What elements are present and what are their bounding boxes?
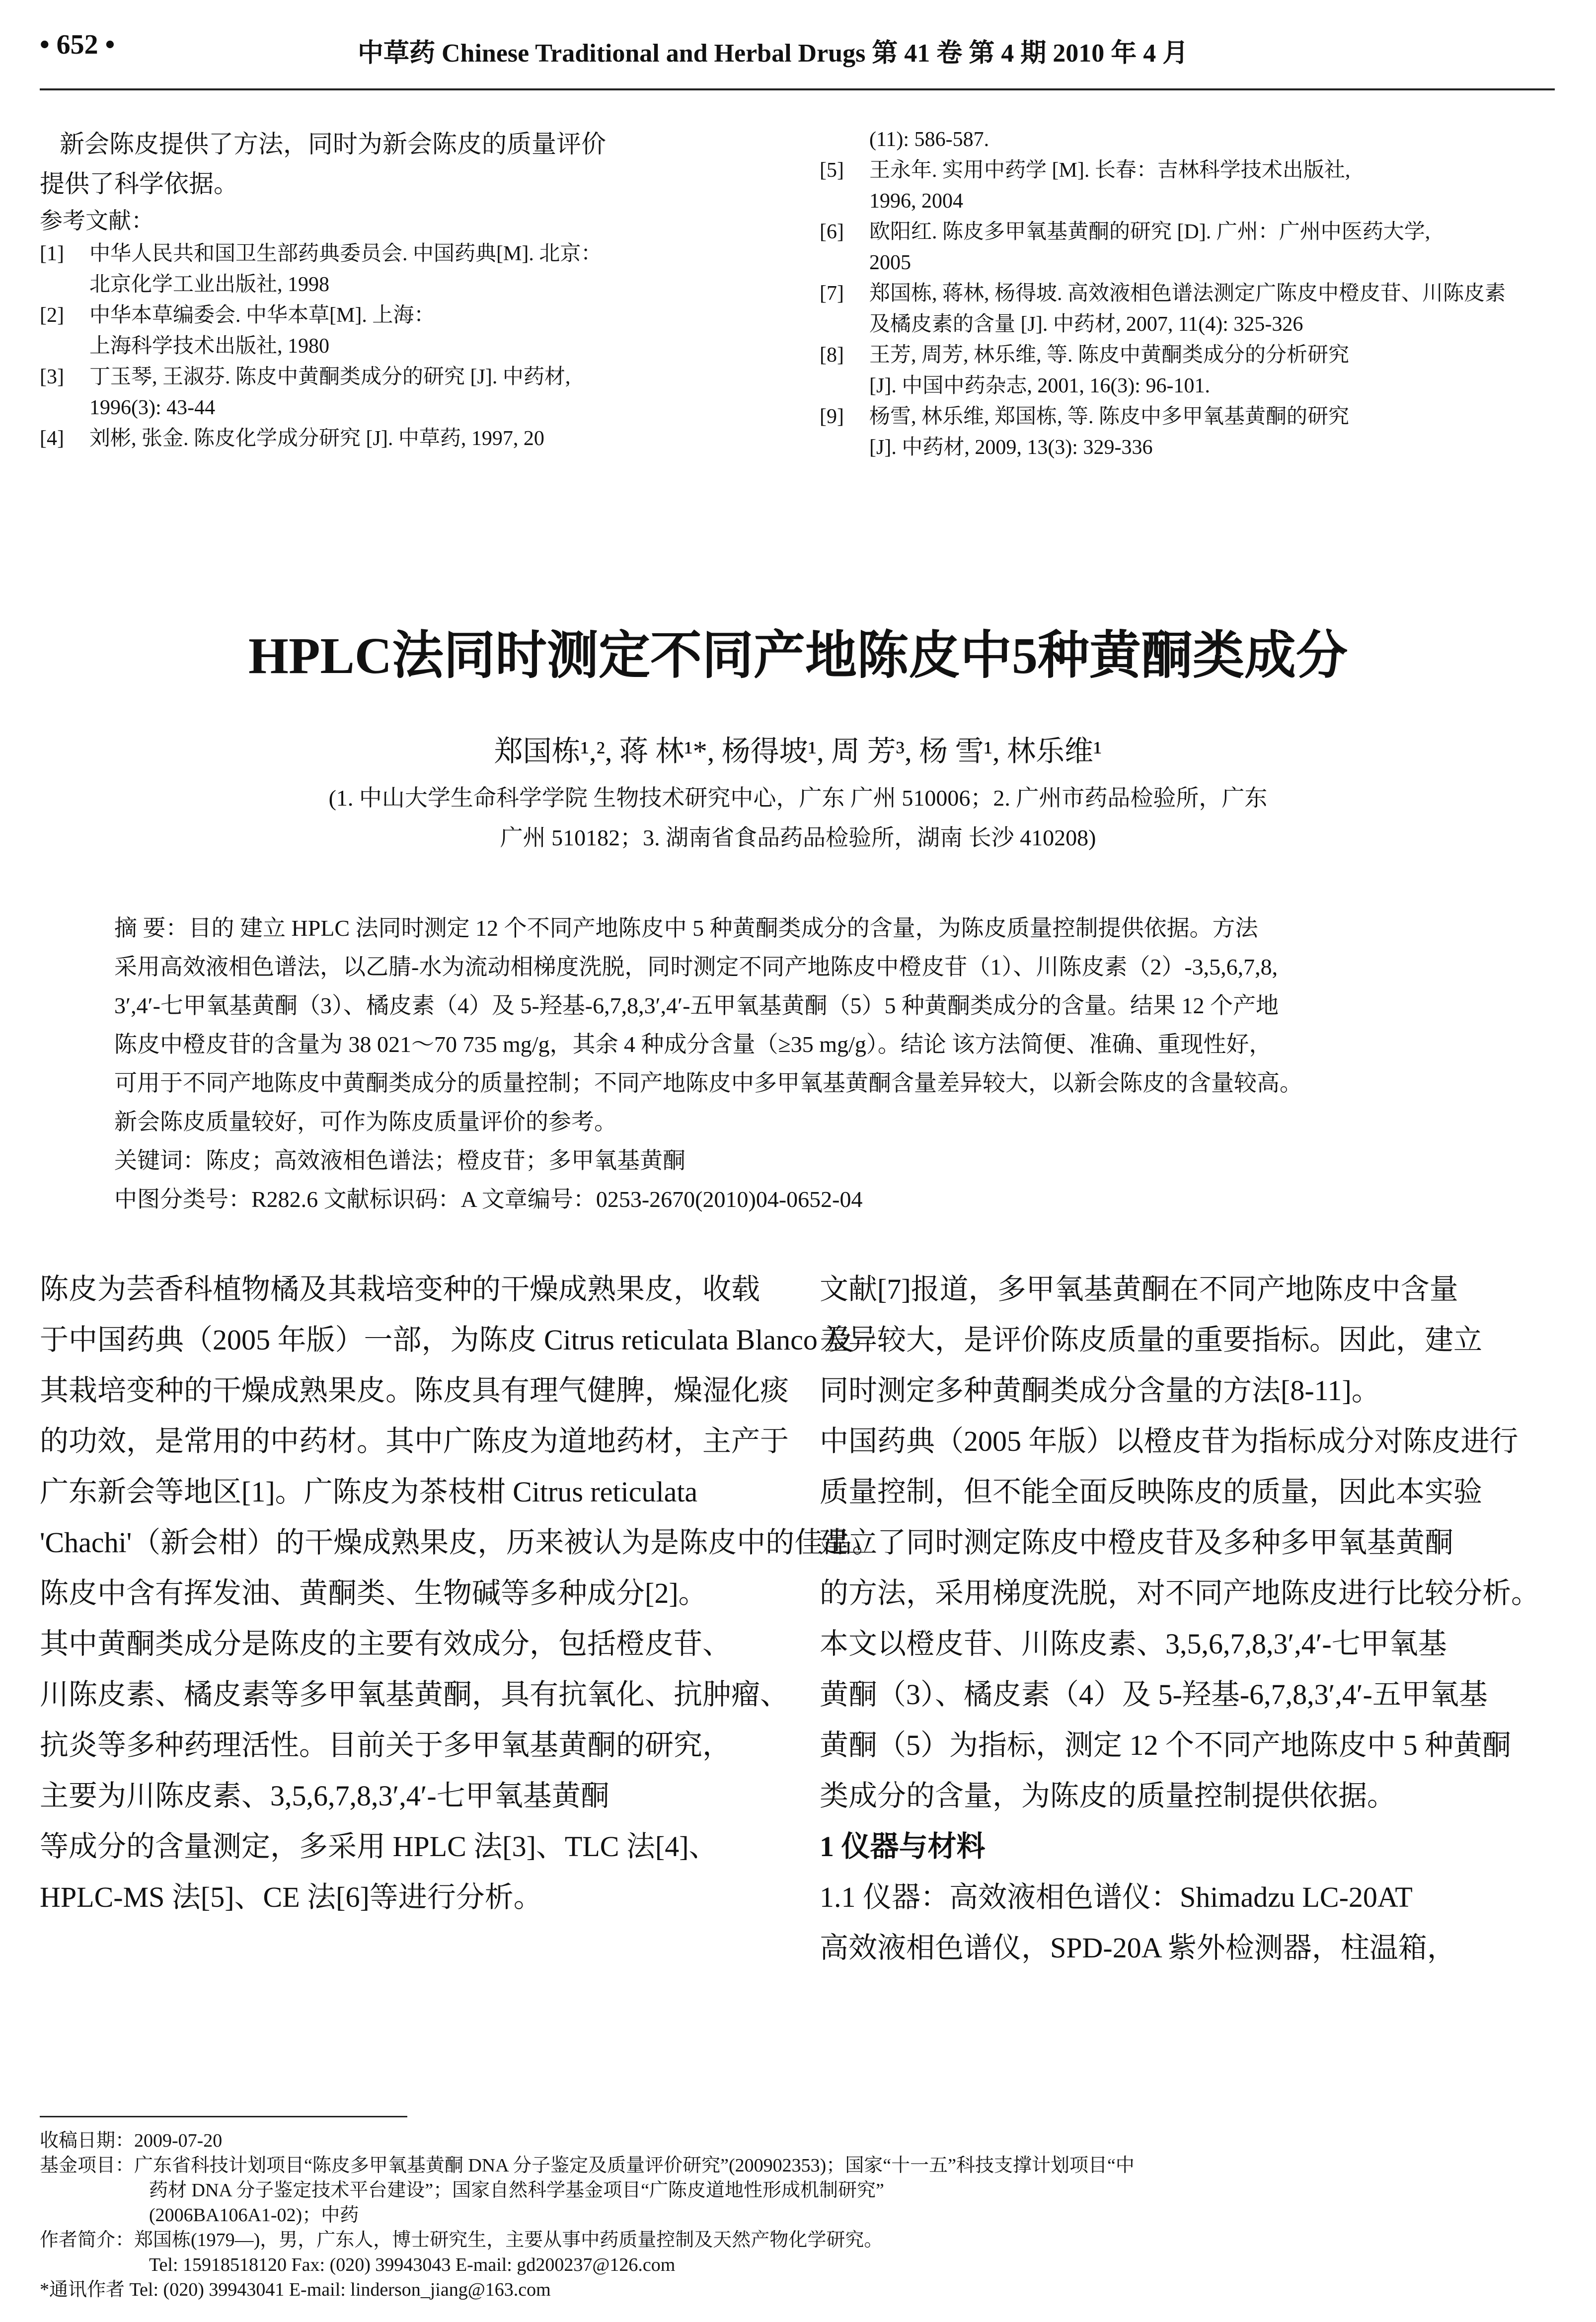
reference-number: [2] <box>40 304 64 327</box>
body-line: 质量控制，但不能全面反映陈皮的质量，因此本实验 <box>820 1476 1483 1508</box>
abstract-line: 新会陈皮质量较好，可作为陈皮质量评价的参考。 <box>114 1109 617 1134</box>
section-heading: 1 仪器与材料 <box>820 1830 986 1863</box>
body-line: 等成分的含量测定，多采用 HPLC 法[3]、TLC 法[4]、 <box>40 1830 718 1863</box>
body-line: 本文以橙皮苷、川陈皮素、3,5,6,7,8,3′,4′-七甲氧基 <box>820 1628 1447 1660</box>
reference-text: 郑国栋, 蒋林, 杨得坡. 高效液相色谱法测定广陈皮中橙皮苷、川陈皮素 <box>869 282 1506 305</box>
abstract-line: 陈皮中橙皮苷的含量为 38 021～70 735 mg/g，其余 4 种成分含量（≥35 mg/g）。结论 该方法简便、准确、重现性好， <box>114 1032 1272 1057</box>
body-line: 主要为川陈皮素、3,5,6,7,8,3′,4′-七甲氧基黄酮 <box>40 1780 609 1812</box>
running-header <box>40 29 1555 69</box>
body-line: 建立了同时测定陈皮中橙皮苷及多种多甲氧基黄酮 <box>820 1526 1454 1559</box>
reference-text: 北京化学工业出版社, 1998 <box>89 273 330 296</box>
reference-item <box>820 155 1555 186</box>
abstract-line: 摘 要：目的 建立 HPLC 法同时测定 12 个不同产地陈皮中 5 种黄酮类成分的含量，为陈皮质量控制提供依据。方法 <box>114 915 1258 941</box>
reference-item <box>820 340 1555 371</box>
page-number: • 652 • <box>40 29 115 60</box>
body-line: 川陈皮素、橘皮素等多甲氧基黄酮，具有抗氧化、抗肿瘤、 <box>40 1678 789 1711</box>
reference-text: 王芳, 周芳, 林乐维, 等. 陈皮中黄酮类成分的分析研究 <box>869 344 1350 367</box>
body-line: 文献[7]报道，多甲氧基黄酮在不同产地陈皮中含量 <box>820 1273 1458 1305</box>
reference-text: [J]. 中国中药杂志, 2001, 16(3): 96-101. <box>869 375 1210 397</box>
reference-text: [J]. 中药材, 2009, 13(3): 329-336 <box>869 436 1153 459</box>
reference-item <box>40 238 765 269</box>
body-line: 其栽培变种的干燥成熟果皮。陈皮具有理气健脾，燥湿化痰 <box>40 1374 789 1407</box>
body-line: 陈皮为芸香科植物橘及其栽培变种的干燥成熟果皮，收载 <box>40 1273 760 1305</box>
body-line: HPLC-MS 法[5]、CE 法[6]等进行分析。 <box>40 1881 542 1913</box>
author-contact: Tel: 15918518120 Fax: (020) 39943043 E-mail: gd200237@126.com <box>149 2254 676 2275</box>
body-line: 同时测定多种黄酮类成分含量的方法[8-11]。 <box>820 1374 1380 1407</box>
abstract-line: 采用高效液相色谱法，以乙腈-水为流动相梯度洗脱，同时测定不同产地陈皮中橙皮苷（1）、川陈皮素（2）-3,5,6,7,8, <box>114 954 1278 979</box>
body-line: 抗炎等多种药理活性。目前关于多甲氧基黄酮的研究， <box>40 1729 732 1761</box>
classification-line: 中图分类号：R282.6 文献标识码：A 文章编号：0253-2670(2010)04-0652-04 <box>114 1187 863 1212</box>
reference-text: 1996, 2004 <box>869 190 963 213</box>
body-left-column <box>40 1264 881 1923</box>
affiliation-line-1: (1. 中山大学生命科学学院 生物技术研究中心，广东 广州 510006；2. 广州市药品检验所，广东 <box>328 785 1268 811</box>
affiliation-line-2: 广州 510182；3. 湖南省食品药品检验所，湖南 长沙 410208) <box>500 825 1096 850</box>
reference-text: 杨雪, 林乐维, 郑国栋, 等. 陈皮中多甲氧基黄酮的研究 <box>869 405 1350 428</box>
reference-number: [9] <box>820 405 844 428</box>
body-line: 陈皮中含有挥发油、黄酮类、生物碱等多种成分[2]。 <box>40 1577 707 1609</box>
author-bio: 作者简介：郑国栋(1979—)，男，广东人，博士研究生，主要从事中药质量控制及天然产物化学研究。 <box>40 2230 883 2250</box>
reference-number: [8] <box>820 344 844 367</box>
reference-text: 中华人民共和国卫生部药典委员会. 中国药典[M]. 北京： <box>89 242 602 265</box>
reference-text: 2005 <box>869 251 911 274</box>
prev-article-left-column <box>40 124 765 454</box>
funding-line: (2006BA106A1-02)；中药 <box>149 2205 359 2226</box>
reference-text: 及橘皮素的含量 [J]. 中药材, 2007, 11(4): 325-326 <box>869 313 1303 336</box>
body-right-column <box>820 1264 1555 1973</box>
received-date: 收稿日期：2009-07-20 <box>40 2130 223 2151</box>
corresponding-author: *通讯作者 Tel: (020) 39943041 E-mail: linderson_jiang@163.com <box>40 2279 551 2300</box>
footnote-rule <box>40 2116 407 2117</box>
article-title: HPLC法同时测定不同产地陈皮中5种黄酮类成分 <box>248 627 1348 684</box>
reference-text: 1996(3): 43-44 <box>89 396 216 419</box>
funding-line: 药材 DNA 分子鉴定技术平台建设”；国家自然科学基金项目“广陈皮道地性形成机制研究” <box>149 2180 884 2201</box>
body-line: 的方法，采用梯度洗脱，对不同产地陈皮进行比较分析。 <box>820 1577 1540 1609</box>
footnotes <box>40 2128 1555 2302</box>
abstract-line: 3′,4′-七甲氧基黄酮（3）、橘皮素（4）及 5-羟基-6,7,8,3′,4′-五甲氧基黄酮（5）5 种黄酮类成分的含量。结果 12 个产地 <box>114 993 1279 1018</box>
body-line: 的功效，是常用的中药材。其中广陈皮为道地药材，主产于 <box>40 1425 789 1457</box>
reference-text: 欧阳红. 陈皮多甲氧基黄酮的研究 [D]. 广州：广州中医药大学, <box>869 221 1431 243</box>
reference-item <box>820 217 1555 247</box>
body-line: 类成分的含量，为陈皮的质量控制提供依据。 <box>820 1780 1396 1812</box>
reference-item <box>40 300 765 331</box>
reference-number: [3] <box>40 366 64 388</box>
body-line: 'Chachi'（新会柑）的干燥成熟果皮，历来被认为是陈皮中的佳品。 <box>40 1526 881 1559</box>
body-line: 1.1 仪器：高效液相色谱仪：Shimadzu LC-20AT <box>820 1881 1413 1913</box>
reference-item <box>820 401 1555 432</box>
body-line: 差异较大，是评价陈皮质量的重要指标。因此，建立 <box>820 1324 1483 1356</box>
body-line: 中国药典（2005 年版）以橙皮苷为指标成分对陈皮进行 <box>820 1425 1519 1457</box>
reference-text: 上海科学技术出版社, 1980 <box>89 335 330 358</box>
prev-article-right-column <box>820 124 1555 463</box>
author-list: 郑国栋¹,², 蒋 林¹*, 杨得坡¹, 周 芳³, 杨 雪¹, 林乐维¹ <box>494 735 1102 767</box>
reference-number: [7] <box>820 282 844 305</box>
funding-line: 基金项目：广东省科技计划项目“陈皮多甲氧基黄酮 DNA 分子鉴定及质量评价研究”(200902353)；国家“十一五”科技支撑计划项目“中 <box>40 2155 1135 2176</box>
reference-number: [5] <box>820 159 844 182</box>
reference-number: [1] <box>40 242 64 265</box>
journal-name: 中草药 Chinese Traditional and Herbal Drugs 第 41 卷 第 4 期 2010 年 4 月 <box>358 39 1189 68</box>
reference-text: 丁玉琴, 王淑芬. 陈皮中黄酮类成分的研究 [J]. 中药材, <box>89 366 571 388</box>
body-line: 黄酮（5）为指标，测定 12 个不同产地陈皮中 5 种黄酮 <box>820 1729 1512 1761</box>
body-line: 黄酮（3）、橘皮素（4）及 5-羟基-6,7,8,3′,4′-五甲氧基 <box>820 1678 1488 1711</box>
reference-text: 中华本草编委会. 中华本草[M]. 上海： <box>89 304 435 327</box>
reference-item <box>40 362 765 392</box>
body-line: 其中黄酮类成分是陈皮的主要有效成分，包括橙皮苷、 <box>40 1628 732 1660</box>
header-rule <box>40 88 1555 90</box>
keywords-line: 关键词：陈皮；高效液相色谱法；橙皮苷；多甲氧基黄酮 <box>114 1148 685 1173</box>
reference-text: 王永年. 实用中药学 [M]. 长春：吉林科学技术出版社, <box>869 159 1351 182</box>
prev-intro-line-2: 提供了科学依据。 <box>40 170 238 198</box>
references-heading: 参考文献： <box>40 208 154 233</box>
reference-number: [6] <box>820 221 844 243</box>
body-line: 广东新会等地区[1]。广陈皮为茶枝柑 Citrus reticulata <box>40 1476 698 1508</box>
body-line: 高效液相色谱仪，SPD-20A 紫外检测器，柱温箱， <box>820 1932 1456 1964</box>
reference-text: (11): 586-587. <box>869 128 989 151</box>
reference-text: 刘彬, 张金. 陈皮化学成分研究 [J]. 中草药, 1997, 20 <box>89 427 544 450</box>
reference-item <box>40 423 765 454</box>
abstract <box>114 909 1485 1219</box>
reference-item <box>820 278 1555 309</box>
abstract-line: 可用于不同产地陈皮中黄酮类成分的质量控制；不同产地陈皮中多甲氧基黄酮含量差异较大，以新会陈皮的含量较高。 <box>114 1070 1302 1096</box>
reference-number: [4] <box>40 427 64 450</box>
body-line: 于中国药典（2005 年版）一部，为陈皮 Citrus reticulata Blanco 及 <box>40 1324 854 1356</box>
prev-intro-line-1: 新会陈皮提供了方法，同时为新会陈皮的质量评价 <box>60 130 606 158</box>
